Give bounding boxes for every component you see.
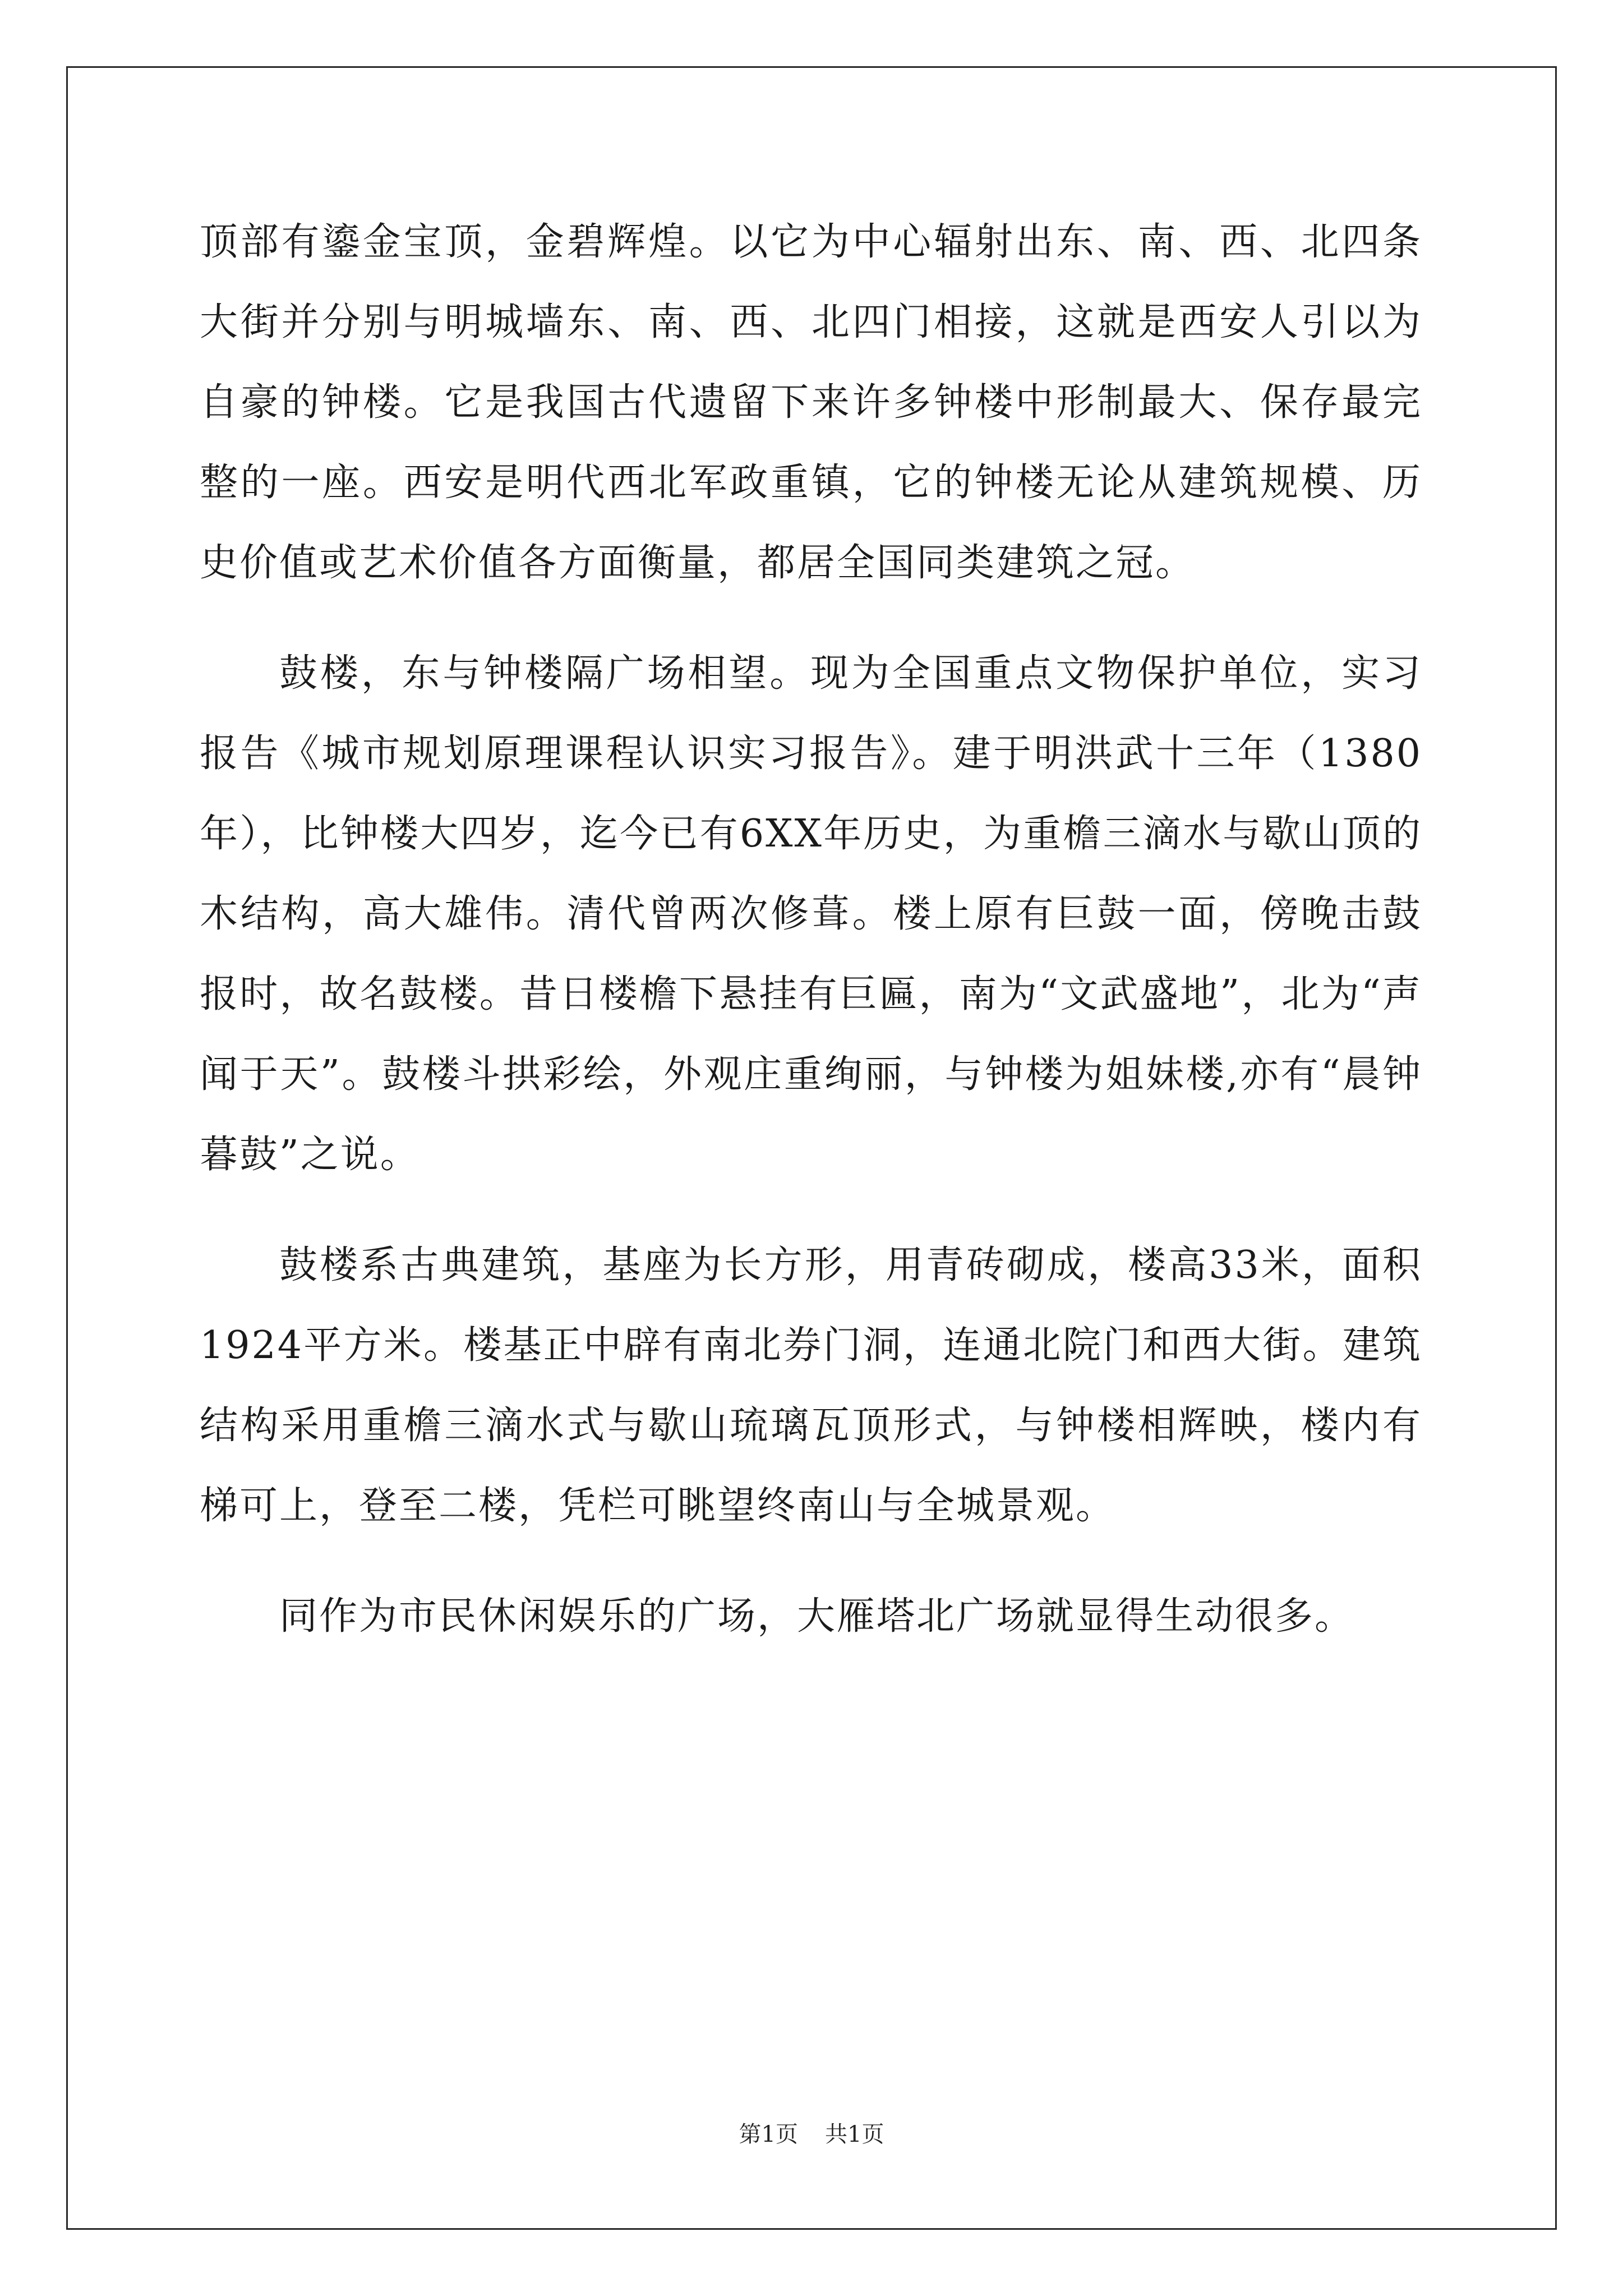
- paragraph-1: 顶部有鎏金宝顶，金碧辉煌。以它为中心辐射出东、南、西、北四条大街并分别与明城墙东、南、西、北四门相接，这就是西安人引以为自豪的钟楼。它是我国古代遗留下来许多钟楼中形制最大、保存最完整的一座。西安是明代西北军政重镇，它的钟楼无论从建筑规模、历史价值或艺术价值各方面衡量，都居全国同类建筑之冠。: [200, 220, 1422, 585]
- page-number: 第1页: [739, 2122, 798, 2147]
- document-body: [200, 202, 1422, 1687]
- paragraph-2: 鼓楼，东与钟楼隔广场相望。现为全国重点文物保护单位，实习报告《城市规划原理课程认识实习报告》。建于明洪武十三年（1380年），比钟楼大四岁，迄今已有6XX年历史，为重檐三滴水与歇山顶的木结构，高大雄伟。清代曾两次修葺。楼上原有巨鼓一面，傍晚击鼓报时，故名鼓楼。昔日楼檐下悬挂有巨匾，南为“文武盛地”，北为“声闻于天”。鼓楼斗拱彩绘，外观庄重绚丽，与钟楼为姐妹楼,亦有“晨钟暮鼓”之说。: [200, 651, 1422, 1177]
- page-total: 共1页: [825, 2122, 884, 2147]
- paragraph-3: 鼓楼系古典建筑，基座为长方形，用青砖砌成，楼高33米，面积1924平方米。楼基正中辟有南北券门洞，连通北院门和西大街。建筑结构采用重檐三滴水式与歇山琉璃瓦顶形式，与钟楼相辉映，楼内有梯可上，登至二楼，凭栏可眺望终南山与全城景观。: [200, 1243, 1422, 1528]
- paragraph-4: 同作为市民休闲娱乐的广场，大雁塔北广场就显得生动很多。: [279, 1594, 1355, 1639]
- page-footer: [0, 2118, 1623, 2151]
